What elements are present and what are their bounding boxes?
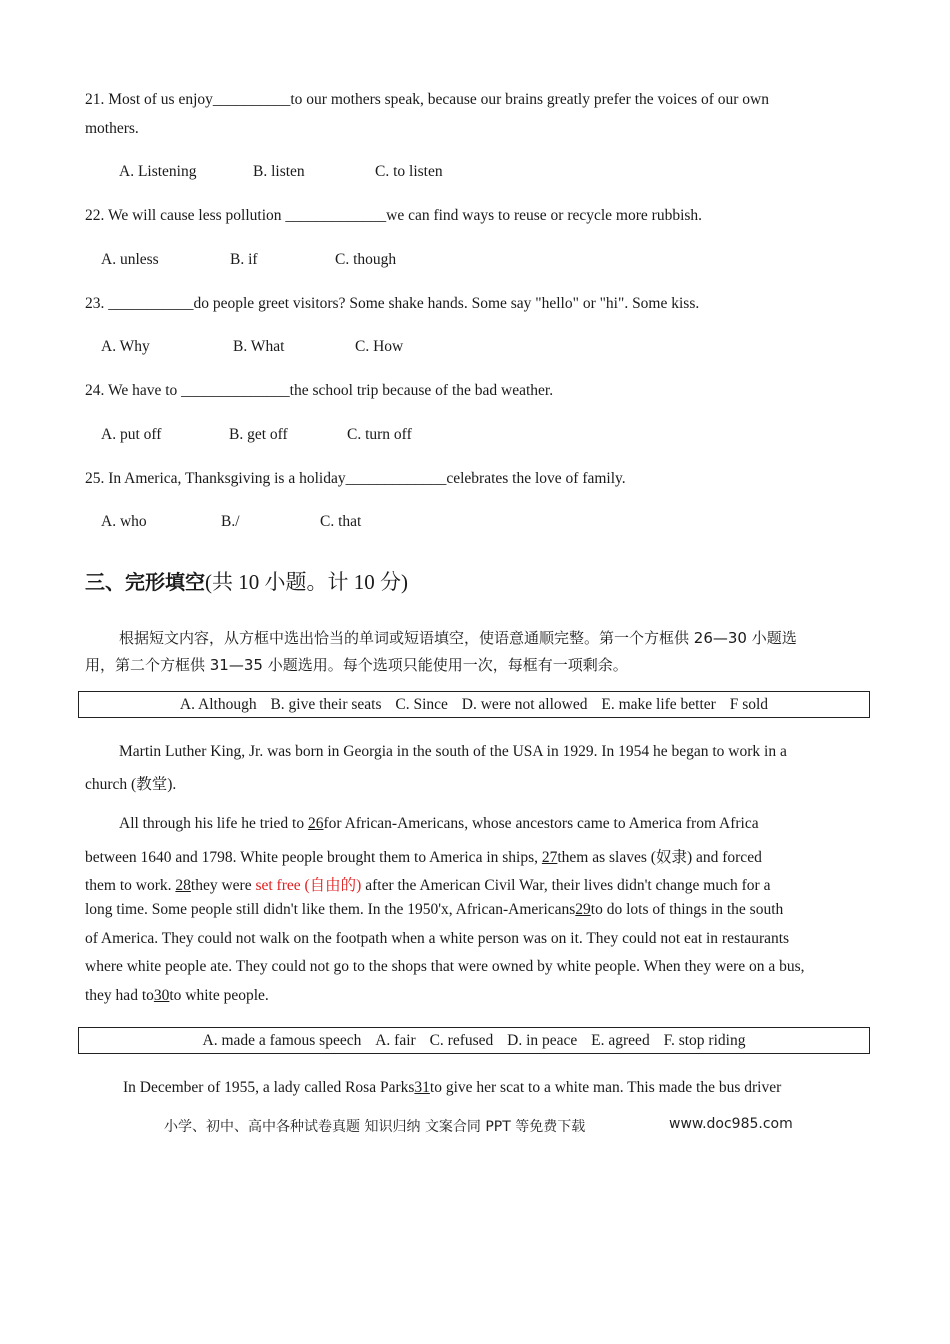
q22-option-c: C. though	[335, 251, 397, 268]
q21-option-a: A. Listening	[119, 163, 197, 180]
question-24: 24. We have to ______________the school trip because of the bad weather.	[85, 382, 554, 399]
q23-option-a: A. Why	[101, 338, 150, 355]
text-run: they had to	[85, 987, 154, 1004]
box1-option-f: F sold	[729, 696, 769, 713]
blank-29[interactable]: 29	[575, 901, 591, 918]
box1-option-e: E. make life better	[601, 696, 716, 713]
blank-27[interactable]: 27	[541, 849, 558, 866]
box1-option-c: C. Since	[395, 696, 448, 713]
question-25: 25. In America, Thanksgiving is a holiday_____________celebrates the love of family.	[85, 470, 626, 487]
question-22: 22. We will cause less pollution _____________we can find ways to reuse or recycle more rubbish.	[85, 207, 703, 224]
text-run: them as slaves (奴隶) and forced	[557, 849, 762, 866]
text-run: they were	[190, 877, 256, 894]
passage-p2-line2	[85, 845, 864, 867]
blank-31[interactable]: 31	[414, 1079, 430, 1096]
text-run: them to work.	[85, 877, 176, 894]
q24-option-b: B. get off	[229, 426, 288, 443]
blank-30[interactable]: 30	[153, 987, 170, 1004]
q24-option-a: A. put off	[101, 426, 162, 443]
footer-link[interactable]: www.doc985.com	[669, 1116, 793, 1132]
instruction-line2: 用，第二个方框供 31—35 小题选用。每个选项只能使用一次，每框有一项剩余。	[85, 656, 628, 674]
question-21-line1: 21. Most of us enjoy__________to our mothers speak, because our brains greatly prefer the voices of our own	[85, 91, 769, 108]
footer-text: 小学、初中、高中各种试卷真题 知识归纳 文案合同 PPT 等免费下载	[164, 1119, 586, 1135]
text-run: to do lots of things in the south	[590, 901, 784, 918]
q25-option-c: C. that	[320, 513, 362, 530]
box2-option-2: A. fair	[375, 1032, 416, 1049]
section-3-heading	[85, 566, 408, 596]
passage-p2-line4	[85, 901, 864, 919]
section-3-title: 三、完形填空	[85, 570, 205, 594]
box2-option-6: F. stop riding	[663, 1032, 746, 1049]
q22-option-a: A. unless	[101, 251, 159, 268]
text-run: All through his life he tried to	[119, 815, 308, 832]
box2-option-3: C. refused	[429, 1032, 494, 1049]
blank-28[interactable]: 28	[175, 877, 191, 894]
text-run: between 1640 and 1798. White people brought them to America in ships,	[85, 849, 542, 866]
q23-option-c: C. How	[355, 338, 404, 355]
box1-option-d: D. were not allowed	[461, 696, 588, 713]
passage-p2-line1	[119, 815, 864, 833]
text-run: long time. Some people still didn't like them. In the 1950'x, African-Americans	[85, 901, 576, 918]
word-box-1	[78, 691, 870, 718]
question-21-line2: mothers.	[85, 120, 139, 137]
q25-option-b: B./	[221, 513, 240, 530]
instruction-line1: 根据短文内容，从方框中选出恰当的单词或短语填空，使语意通顺完整。第一个方框供 26—30 小题选	[119, 629, 797, 647]
passage-p1-line1: Martin Luther King, Jr. was born in Georgia in the south of the USA in 1929. In 1954 he began to work in a	[119, 743, 787, 760]
passage-p2-line5: of America. They could not walk on the footpath when a white person was on it. They could not eat in restaurants	[85, 930, 790, 947]
q21-option-c: C. to listen	[375, 163, 443, 180]
passage-p2-line7	[85, 987, 269, 1005]
blank-26[interactable]: 26	[307, 815, 324, 832]
q21-option-b: B. listen	[253, 163, 305, 180]
text-run: to give her scat to a white man. This made the bus driver	[429, 1079, 782, 1096]
box2-option-1: A. made a famous speech	[202, 1032, 362, 1049]
text-run: In December of 1955, a lady called Rosa Parks	[123, 1079, 415, 1096]
highlighted-phrase: set free (自由的)	[255, 877, 362, 894]
box2-option-5: E. agreed	[591, 1032, 650, 1049]
text-run: to white people.	[169, 987, 269, 1004]
q22-option-b: B. if	[230, 251, 258, 268]
box1-option-b: B. give their seats	[270, 696, 382, 713]
q24-option-c: C. turn off	[347, 426, 412, 443]
text-run: after the American Civil War, their lives didn't change much for a	[361, 877, 771, 894]
text-run: for African-Americans, whose ancestors came to America from Africa	[323, 815, 759, 832]
section-3-score-note: (共 10 小题。计 10 分)	[205, 570, 408, 594]
passage-p2-line3	[85, 873, 864, 895]
passage-p3-line1	[123, 1079, 781, 1097]
question-23: 23. ___________do people greet visitors? Some shake hands. Some say "hello" or "hi". Some kiss.	[85, 295, 700, 312]
q23-option-b: B. What	[233, 338, 285, 355]
passage-p1-line2: church (教堂).	[85, 776, 177, 793]
q25-option-a: A. who	[101, 513, 147, 530]
box1-option-a: A. Although	[179, 696, 257, 713]
box2-option-4: D. in peace	[507, 1032, 578, 1049]
word-box-2	[78, 1027, 870, 1054]
passage-p2-line6: where white people ate. They could not go to the shops that were owned by white people. When they were on a bus,	[85, 958, 805, 975]
